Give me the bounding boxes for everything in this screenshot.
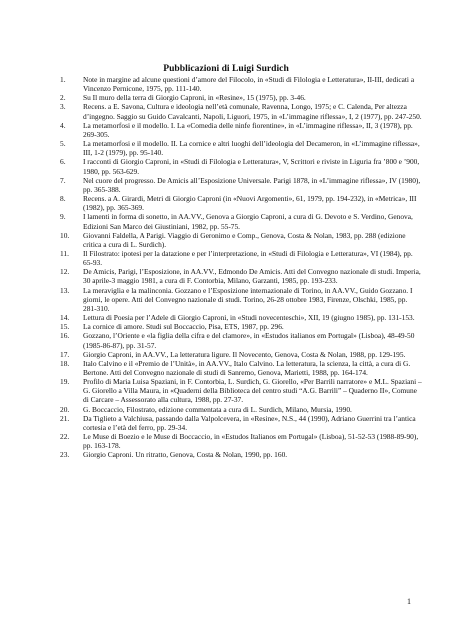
entry-text: Recens. a A. Girardi, Metri di Giorgio Caproni (in «Nuovi Argomenti», 61, 1979, pp. 194-232), in «Metrica», III (1982), pp. 365-369. (83, 194, 417, 213)
entry-text: I racconti di Giorgio Caproni, in «Studi di Filologia e Letteratura», V, Scrittori e riviste in Liguria fra ’800 e ’900, 1980, pp. 563-629. (83, 157, 420, 176)
publication-entry (60, 93, 422, 102)
entry-text: La metamorfosi e il modello. II. La cornice e altri luoghi dell’ideologia del Decameron, in «L’immagine riflessa», III, 1-2 (1979), pp. 95-140. (83, 139, 420, 158)
entry-number: 9. (60, 212, 66, 222)
publication-list (60, 75, 422, 460)
publication-entry (60, 286, 422, 313)
publication-entry (60, 194, 422, 212)
entry-number: 3. (60, 102, 66, 112)
entry-number: 17. (60, 349, 70, 359)
entry-text: La metamorfosi e il modello. I. La «Comedia delle ninfe fiorentine», in «L’immagine riflessa», II, 3 (1978), pp. 269-305. (83, 120, 413, 139)
entry-number: 18. (60, 358, 70, 368)
publication-entry (60, 121, 422, 139)
entry-text: Giovanni Faldella, A Parigi. Viaggio di Geronimo e Comp., Genova, Costa & Nolan, 1983, pp. 288 (edizione critica a cura di L. Surdich). (83, 230, 406, 249)
entry-text: Nel cuore del progresso. De Amicis all’Esposizione Universale. Parigi 1878, in «L’immagine riflessa», IV (1980), pp. 365-388. (83, 175, 421, 194)
entry-number: 5. (60, 139, 66, 149)
publication-entry (60, 377, 422, 404)
publication-entry (60, 313, 422, 322)
publication-entry (60, 359, 422, 377)
entry-text: De Amicis, Parigi, l’Esposizione, in AA.VV., Edmondo De Amicis. Atti del Convegno nazionale di studi. Imperia, 30 aprile-3 maggio 1981, a cura di F. Contorbia, Milano, Garzanti, 1985, pp. 193-233. (83, 267, 421, 286)
publication-entry (60, 267, 422, 285)
entry-number: 11. (60, 248, 69, 258)
entry-number: 21. (60, 413, 70, 423)
publication-entry (60, 176, 422, 194)
entry-number: 20. (60, 404, 70, 414)
entry-text: Note in margine ad alcune questioni d’amore del Filocolo, in «Studi di Filologia e Letteratura», II-III, dedicati a Vincenzo Pernicone, 1975, pp. 111-140. (83, 75, 415, 94)
entry-number: 10. (60, 230, 70, 240)
entry-number: 7. (60, 175, 66, 185)
entry-text: Le Muse di Boezio e le Muse di Boccaccio, in «Estudos Italianos em Portugal» (Lisboa), 51-52-53 (1988-89-90), pp. 163-178. (83, 432, 419, 451)
entry-text: Lettura di Poesia per l’Adele di Giorgio Caproni, in «Studi novecenteschi», XII, 19 (giugno 1985), pp. 131-153. (83, 313, 415, 323)
publication-entry (60, 450, 422, 459)
entry-number: 22. (60, 432, 70, 442)
entry-number: 15. (60, 322, 70, 332)
publication-entry (60, 432, 422, 450)
entry-text: Gozzano, l’Oriente e «la figlia della cifra e del clamore», in «Estudos italianos em Portugal» (Lisboa), 48-49-50 (1985-86-87), pp. 31-57. (83, 331, 415, 350)
entry-text: Su Il muro della terra di Giorgio Caproni, in «Resine», 15 (1975), pp. 3-46. (83, 93, 306, 103)
entry-number: 16. (60, 331, 70, 341)
publication-entry (60, 231, 422, 249)
entry-number: 23. (60, 450, 70, 460)
publication-entry (60, 405, 422, 414)
entry-text: Recens. a E. Savona, Cultura e ideologia nell’età comunale, Ravenna, Longo, 1975; e C. Calenda, Per altezza d’ingegno. Saggio su Guido Cavalcanti, Napoli, Liguori, 1975, in «L’immagine riflessa», I, 2 (1977), pp. 247-250. (83, 102, 422, 121)
publication-entry (60, 350, 422, 359)
entry-number: 14. (60, 313, 70, 323)
entry-text: La meraviglia e la malinconia. Gozzano e l’Esposizione internazionale di Torino, in AA.VV., Guido Gozzano. I giorni, le opere. Atti del Convegno nazionale di studi. Torino, 26-28 ottobre 1983, Firenze, Olschki, 1985, pp. 281-310. (83, 285, 413, 313)
entry-text: Giorgio Caproni. Un ritratto, Genova, Costa & Nolan, 1990, pp. 160. (83, 450, 288, 460)
entry-text: Il Filostrato: ipotesi per la datazione e per l’interpretazione, in «Studi di Filologia e Letteratura», VI (1984), pp. 65-93. (83, 248, 413, 268)
publication-entry (60, 102, 422, 120)
publication-entry (60, 414, 422, 432)
publication-entry (60, 157, 422, 175)
entry-number: 13. (60, 285, 70, 295)
entry-text: La cornice di amore. Studi sul Boccaccio, Pisa, ETS, 1987, pp. 296. (83, 322, 284, 332)
publication-entry (60, 212, 422, 230)
entry-text: Italo Calvino e il «Premio de l’Unità», in AA.VV., Italo Calvino. La letteratura, la scienza, la città, a cura di G. Bertone. Atti del Convegno nazionale di studi di Sanremo, Genova, Marietti, 1988, pp. 164-174. (83, 358, 411, 377)
entry-text: Da Tiglieto a Valchiusa, passando dalla Valpolcevera, in «Resine», N.S., 44 (1990), Adriano Guerrini tra l’antica cortesia e l’età del ferro, pp. 29-34. (83, 413, 416, 432)
publication-entry (60, 331, 422, 349)
entry-number: 8. (60, 194, 66, 204)
entry-number: 4. (60, 120, 66, 130)
entry-text: Giorgio Caproni, in AA.VV., La letteratura ligure. Il Novecento, Genova, Costa & Nolan, 1988, pp. 129-195. (83, 349, 406, 359)
entry-number: 12. (60, 267, 70, 277)
publication-entry (60, 139, 422, 157)
page-number: 1 (407, 597, 411, 606)
page-title: Pubblicazioni di Luigi Surdich (163, 63, 289, 74)
entry-text: I lamenti in forma di sonetto, in AA.VV., Genova a Giorgio Caproni, a cura di G. Devoto e S. Verdino, Genova, Edizioni San Marco dei Giustiniani, 1982, pp. 55-75. (83, 212, 413, 231)
entry-number: 2. (60, 93, 66, 103)
entry-number: 19. (60, 377, 70, 387)
publication-entry (60, 322, 422, 331)
entry-text: Profilo di Maria Luisa Spaziani, in F. Contorbia, L. Surdich, G. Giorello, «Per Barrili narratore» e M.L. Spaziani – G. Giorello a Villa Maura, in «Quaderni della Biblioteca del centro studi “A.G. Barrili” – Quaderno II», Comune di Carcare – Assessorato alla cultura, 1988, pp. 27-37. (83, 377, 422, 405)
entry-text: G. Boccaccio, Filostrato, edizione commentata a cura di L. Surdich, Milano, Mursia, 1990. (83, 404, 352, 414)
publication-entry (60, 75, 422, 93)
publication-entry (60, 249, 422, 267)
entry-number: 1. (60, 75, 66, 84)
entry-number: 6. (60, 157, 66, 167)
